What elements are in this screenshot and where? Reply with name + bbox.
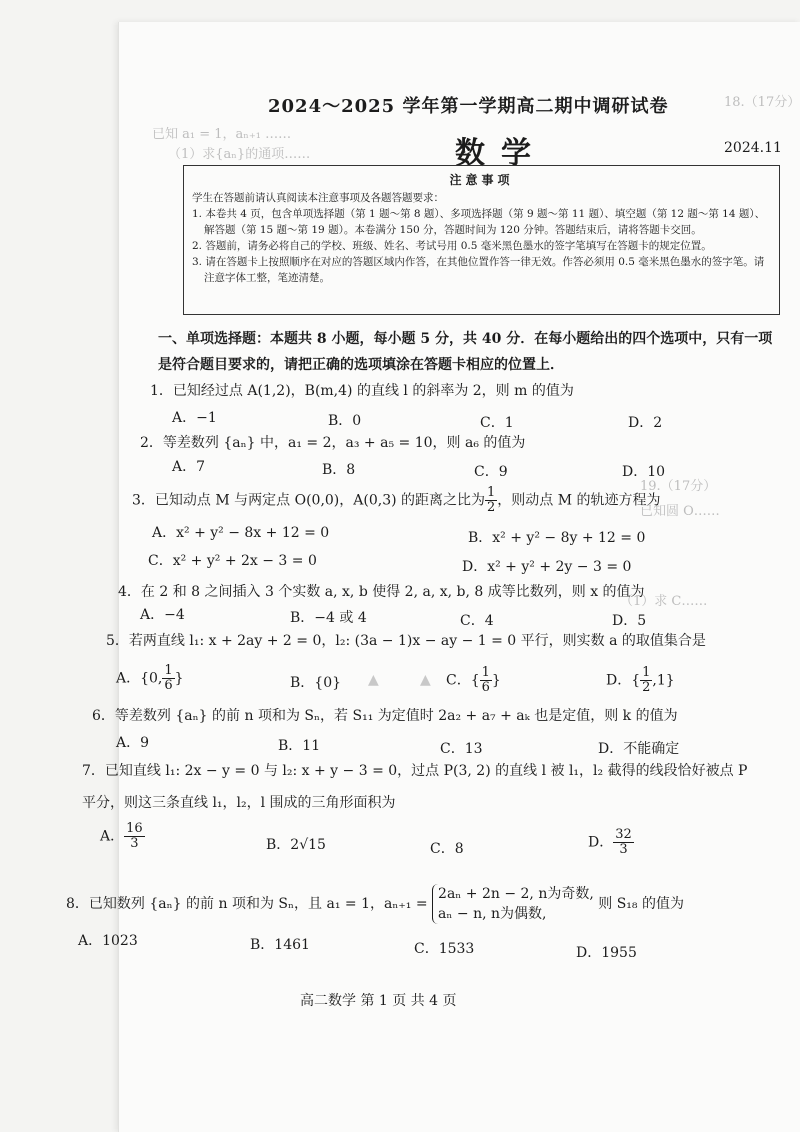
q2-option-b: B．8 bbox=[322, 462, 356, 478]
fraction-denominator: 3 bbox=[619, 842, 628, 857]
fraction-numerator: 32 bbox=[615, 827, 632, 842]
q1-option-b: B．0 bbox=[328, 413, 362, 429]
q3-stem-pre: 3．已知动点 M 与两定点 O(0,0)，A(0,3) 的距离之比为 bbox=[132, 492, 486, 509]
exam-date: 2024.11 bbox=[724, 140, 782, 156]
q3-stem-post: ，则动点 M 的轨迹方程为 bbox=[497, 492, 661, 509]
bleed-through-text: 18.（17分） bbox=[724, 95, 800, 110]
q4-option-b: B．−4 或 4 bbox=[290, 610, 367, 626]
question-3 bbox=[132, 486, 661, 515]
q5-option-d-post: ,1} bbox=[652, 672, 675, 689]
q8-option-d: D．1955 bbox=[576, 945, 637, 961]
fraction-denominator: 6 bbox=[481, 680, 490, 695]
triangle-icon: ▲ bbox=[368, 672, 379, 688]
bleed-through-text: 已知圆 O…… bbox=[640, 504, 720, 519]
fraction-denominator: 3 bbox=[130, 836, 139, 851]
triangle-icon: ▲ bbox=[420, 672, 431, 688]
notice-box bbox=[183, 165, 780, 315]
q4-option-d: D．5 bbox=[612, 613, 647, 629]
q1-option-d: D．2 bbox=[628, 415, 663, 431]
bleed-through-text: （1）求 C…… bbox=[620, 594, 708, 609]
page-footer: 高二数学 第 1 页 共 4 页 bbox=[300, 993, 457, 1009]
fraction bbox=[640, 666, 652, 695]
piecewise-case-odd: 2aₙ + 2n − 2, n为奇数, bbox=[438, 886, 594, 902]
question-2: 2．等差数列 {aₙ} 中，a₁ = 2，a₃ + a₅ = 10，则 a₆ 的值为 bbox=[140, 435, 526, 451]
q8-option-a: A．1023 bbox=[78, 933, 138, 949]
fraction-denominator: 2 bbox=[642, 680, 651, 695]
fraction-numerator: 1 bbox=[164, 663, 173, 678]
q5-option-d bbox=[606, 666, 675, 695]
fraction bbox=[485, 486, 497, 515]
q2-option-d: D．10 bbox=[622, 464, 666, 480]
bleed-through-text: 19.（17分） bbox=[640, 479, 717, 494]
q3-option-c: C．x² + y² + 2x − 3 = 0 bbox=[148, 553, 317, 569]
bleed-through-text: 已知 a₁ = 1，aₙ₊₁ …… bbox=[152, 127, 292, 142]
question-6: 6．等差数列 {aₙ} 的前 n 项和为 Sₙ，若 S₁₁ 为定值时 2a₂ + a₇ + aₖ 也是定值，则 k 的值为 bbox=[92, 708, 678, 724]
q8-option-c: C．1533 bbox=[414, 941, 475, 957]
exam-title: 2024～2025 学年第一学期高二期中调研试卷 bbox=[268, 96, 669, 117]
question-5: 5．若两直线 l₁: x + 2ay + 2 = 0，l₂: (3a − 1)x − ay − 1 = 0 平行，则实数 a 的取值集合是 bbox=[106, 633, 706, 649]
q7-option-a bbox=[100, 822, 145, 851]
q3-option-a: A．x² + y² − 8x + 12 = 0 bbox=[152, 525, 330, 541]
notice-item: 2. 答题前，请务必将自己的学校、班级、姓名、考试号用 0.5 毫米黑色墨水的签字笔填写在答题卡的规定位置。 bbox=[192, 240, 712, 252]
q2-option-c: C．9 bbox=[474, 464, 508, 480]
q5-option-c bbox=[446, 666, 501, 695]
notice-item: 1. 本卷共 4 页，包含单项选择题（第 1 题～第 8 题）、多项选择题（第 9 题～第 11 题）、填空题（第 12 题～第 14 题）、解答题（第 15 题～第 19 题）。本卷满分 150 分，答题时间为 120 分钟。答题结束后，请将答题卡交回。 bbox=[192, 208, 766, 236]
q6-option-c: C．13 bbox=[440, 741, 483, 757]
q5-option-a-pre: A．{0, bbox=[116, 670, 163, 687]
piecewise-case-even: aₙ − n, n为偶数, bbox=[438, 906, 547, 922]
fraction-denominator: 2 bbox=[487, 500, 496, 515]
fraction-numerator: 1 bbox=[642, 665, 651, 680]
q3-option-b: B．x² + y² − 8y + 12 = 0 bbox=[468, 530, 646, 546]
q7-option-d bbox=[588, 828, 634, 857]
q7-option-b: B．2√15 bbox=[266, 837, 326, 853]
section-heading: 一、单项选择题：本题共 8 小题，每小题 5 分，共 40 分．在每小题给出的四个选项中，只有一项是符合题目要求的，请把正确的选项填涂在答题卡相应的位置上． bbox=[158, 331, 773, 373]
fraction-numerator: 16 bbox=[126, 821, 143, 836]
bleed-through-text: （1）求{aₙ}的通项…… bbox=[168, 147, 311, 162]
notice-intro: 学生在答题前请认真阅读本注意事项及各题答题要求： bbox=[192, 192, 444, 204]
q7-option-c: C．8 bbox=[430, 841, 464, 857]
q6-option-a: A．9 bbox=[116, 735, 150, 751]
notice-item: 3. 请在答题卡上按照顺序在对应的答题区域内作答，在其他位置作答一律无效。作答必须用 0.5 毫米黑色墨水的签字笔。请注意字体工整，笔迹清楚。 bbox=[192, 256, 765, 284]
q1-option-a: A．−1 bbox=[172, 410, 217, 426]
q5-option-a-post: } bbox=[174, 670, 184, 687]
q6-option-b: B．11 bbox=[278, 738, 321, 754]
question-1: 1．已知经过点 A(1,2)，B(m,4) 的直线 l 的斜率为 2，则 m 的值为 bbox=[150, 383, 574, 399]
fraction-numerator: 1 bbox=[481, 665, 490, 680]
fraction-denominator: 6 bbox=[164, 678, 173, 693]
piecewise-definition bbox=[432, 884, 594, 924]
notice-title: 注意事项 bbox=[449, 173, 514, 187]
q3-option-d: D．x² + y² + 2y − 3 = 0 bbox=[462, 559, 632, 575]
q5-option-d-pre: D．{ bbox=[606, 672, 641, 689]
fraction-numerator: 1 bbox=[487, 485, 496, 500]
fraction bbox=[162, 664, 174, 693]
q8-option-b: B．1461 bbox=[250, 937, 310, 953]
q5-option-a bbox=[116, 664, 184, 693]
fraction bbox=[480, 666, 492, 695]
q7-option-d-pre: D． bbox=[588, 834, 614, 851]
q4-option-c: C．4 bbox=[460, 613, 494, 629]
q4-option-a: A．−4 bbox=[140, 607, 185, 623]
question-7: 7．已知直线 l₁: 2x − y = 0 与 l₂: x + y − 3 = 0，过点 P(3, 2) 的直线 l 被 l₁，l₂ 截得的线段恰好被点 P bbox=[82, 763, 748, 779]
q5-option-c-pre: C．{ bbox=[446, 672, 480, 689]
q2-option-a: A．7 bbox=[172, 459, 206, 475]
q6-option-d: D．不能确定 bbox=[598, 741, 680, 757]
subject-title: 数学 bbox=[455, 136, 547, 171]
fraction bbox=[613, 828, 634, 857]
question-7-cont: 平分，则这三条直线 l₁，l₂，l 围成的三角形面积为 bbox=[82, 795, 396, 811]
question-8 bbox=[66, 884, 684, 924]
q8-stem-post: 则 S₁₈ 的值为 bbox=[598, 896, 684, 912]
q5-option-b: B．{0} bbox=[290, 675, 342, 691]
q7-option-a-pre: A． bbox=[100, 828, 125, 845]
fraction bbox=[124, 822, 145, 851]
q1-option-c: C．1 bbox=[480, 415, 514, 431]
q5-option-c-post: } bbox=[491, 672, 501, 689]
q8-stem-pre: 8．已知数列 {aₙ} 的前 n 项和为 Sₙ，且 a₁ = 1，aₙ₊₁ = bbox=[66, 896, 428, 912]
question-4: 4．在 2 和 8 之间插入 3 个实数 a, x, b 使得 2, a, x, b, 8 成等比数列，则 x 的值为 bbox=[118, 584, 645, 600]
